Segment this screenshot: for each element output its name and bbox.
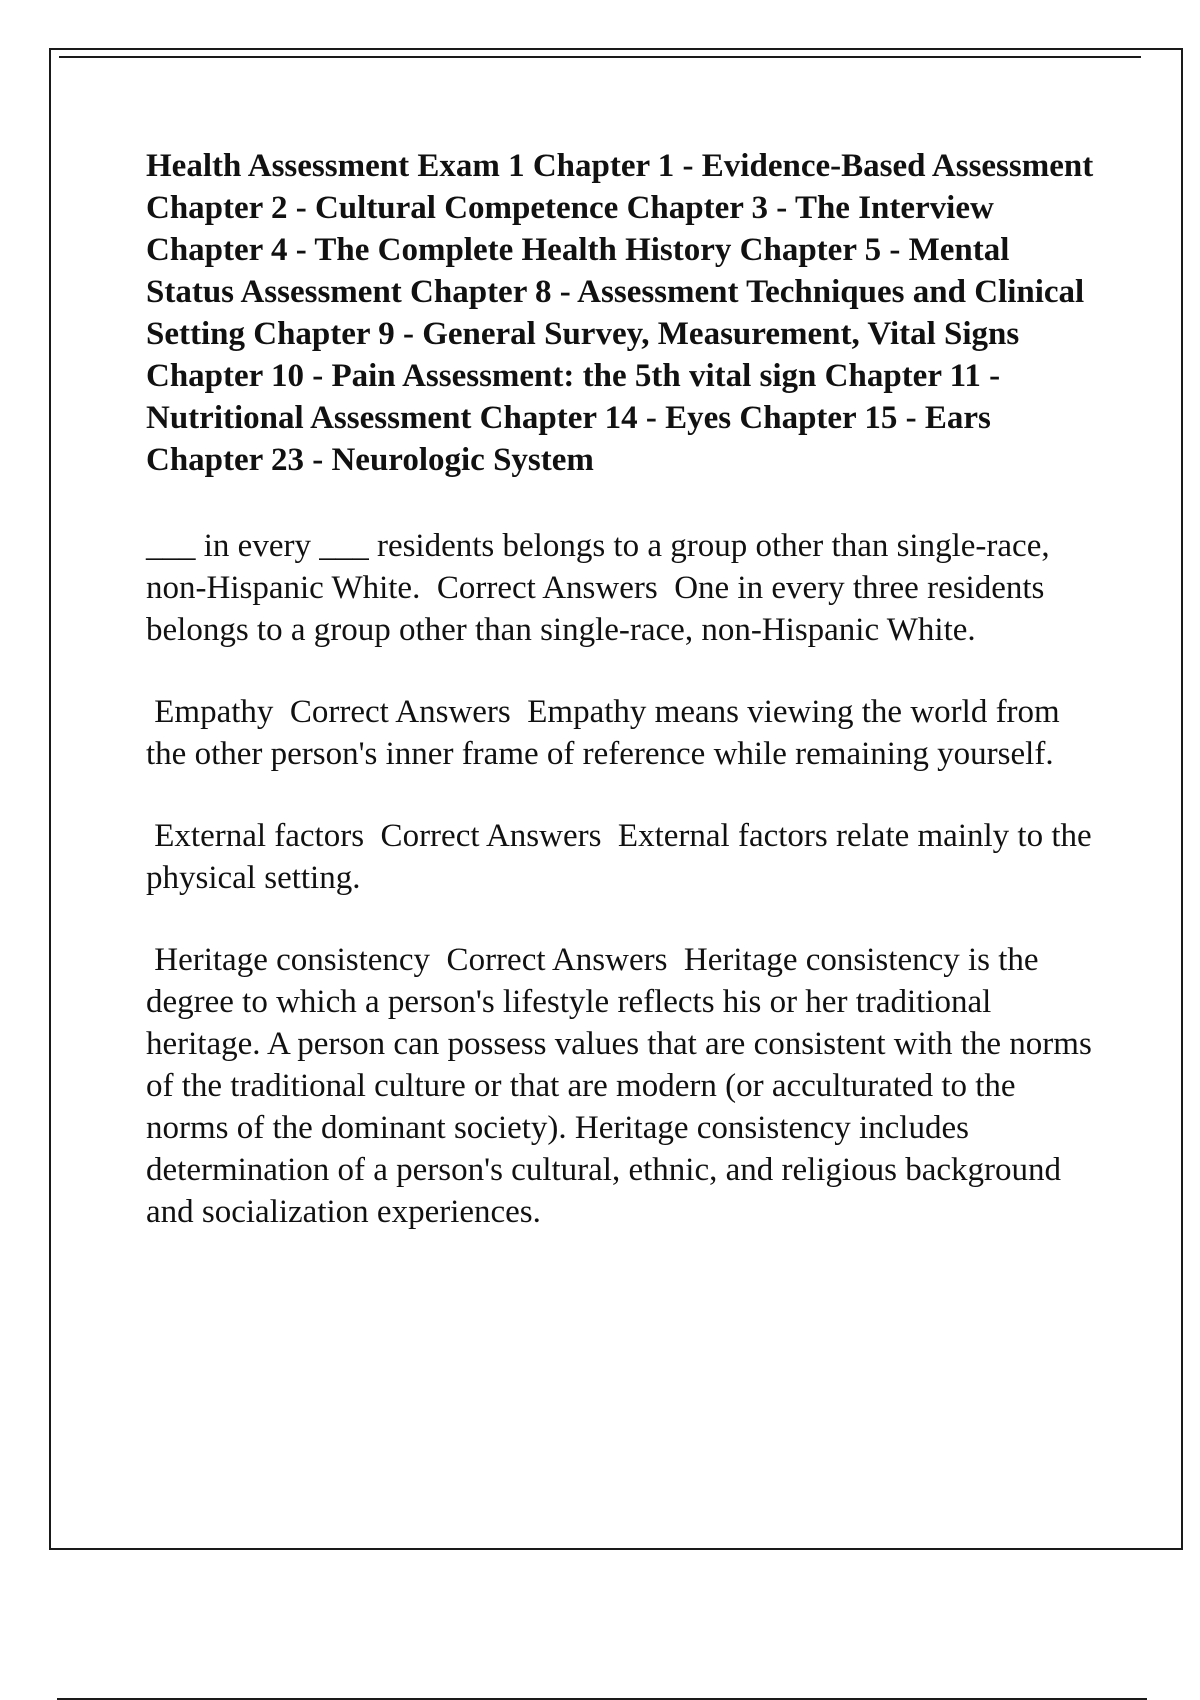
document-body xyxy=(146,145,1101,1273)
document-heading: Health Assessment Exam 1 Chapter 1 - Evidence-Based Assessment Chapter 2 - Cultural Competence Chapter 3 - The Interview Chapter 4 - The Complete Health History Chapter 5 - Mental Status Assessment Chapter 8 - Assessment Techniques and Clinical Setting Chapter 9 - General Survey, Measurement, Vital Signs Chapter 10 - Pain Assessment: the 5th vital sign Chapter 11 - Nutritional Assessment Chapter 14 - Eyes Chapter 15 - Ears Chapter 23 - Neurologic System xyxy=(146,148,1094,478)
qa-entry-external-factors: External factors Correct Answers External factors relate mainly to the physical setting. xyxy=(146,818,1100,896)
qa-entry-one-in-three: ___ in every ___ residents belongs to a group other than single-race, non-Hispanic White. Correct Answers One in every three residents belongs to a group other than single-race, non-Hispanic White. xyxy=(146,528,1058,648)
qa-entry-heritage-consistency: Heritage consistency Correct Answers Heritage consistency is the degree to which a person's lifestyle reflects his or her traditional heritage. A person can possess values that are consistent with the norms of the traditional culture or that are modern (or acculturated to the norms of the dominant society). Heritage consistency includes determination of a person's cultural, ethnic, and religious background and socialization experiences. xyxy=(146,942,1101,1230)
qa-entry-empathy: Empathy Correct Answers Empathy means viewing the world from the other person's inner frame of reference while remaining yourself. xyxy=(146,694,1068,772)
top-rule xyxy=(59,56,1141,58)
